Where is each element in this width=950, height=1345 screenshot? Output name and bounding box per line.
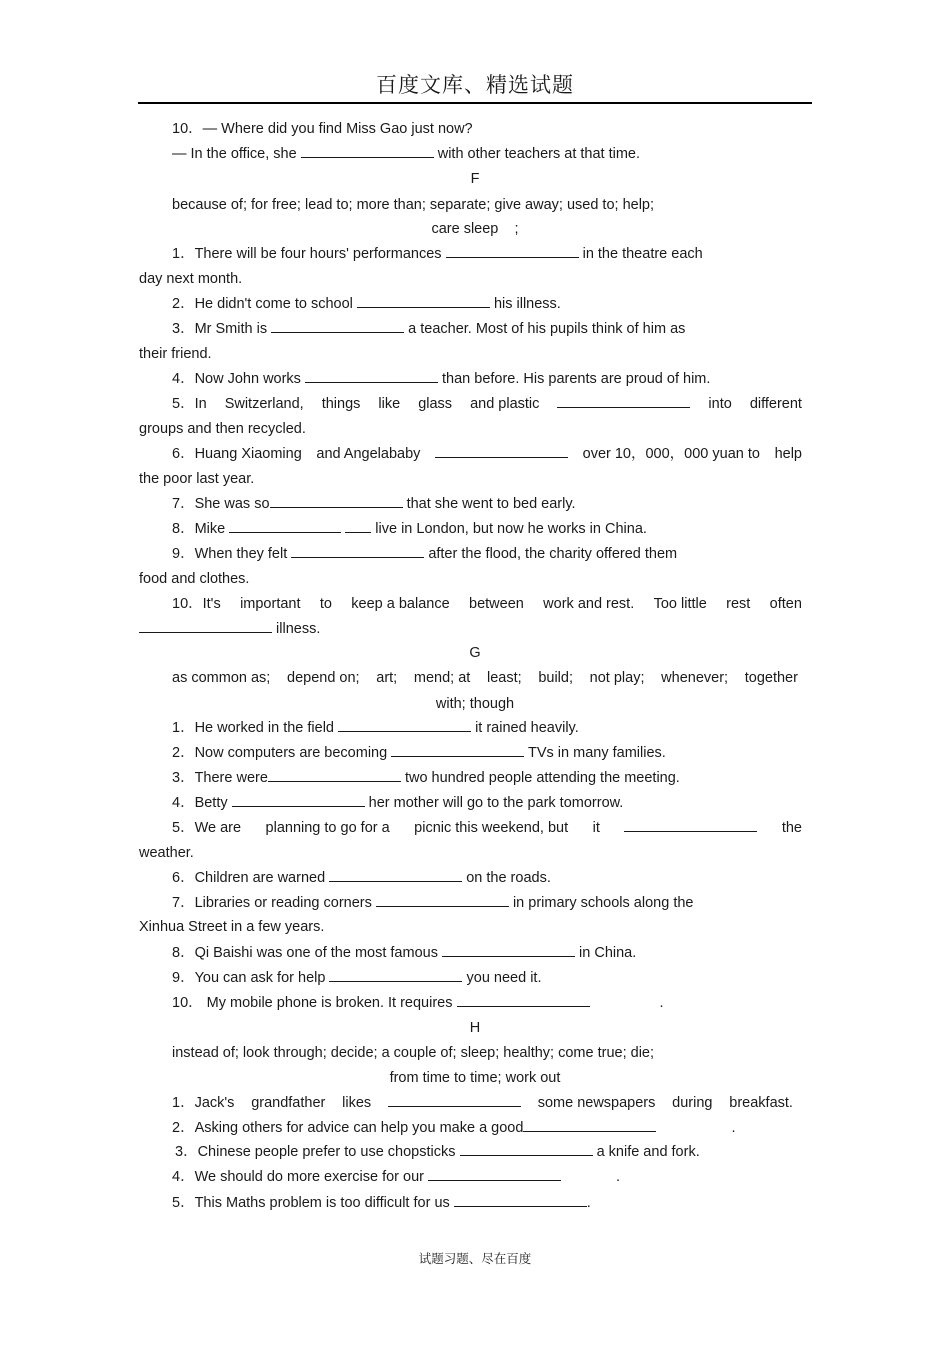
answer-blank[interactable] — [454, 1194, 587, 1207]
question-g3: 3．There were two hundred people attending the meeting. — [172, 770, 680, 786]
question-f6-cont: the poor last year. — [139, 471, 255, 487]
question-g4: 4．Betty her mother will go to the park tomorrow. — [172, 795, 624, 811]
section-g-wordbank: as common as; depend on; art; mend; at least; build; not play; whenever; together — [172, 670, 798, 686]
question-f9: 9．When they felt after the flood, the charity offered them — [172, 546, 678, 562]
question-f8: 8．Mike live in London, but now he works in China. — [172, 521, 647, 537]
answer-blank[interactable] — [457, 994, 590, 1007]
question-g5-cont: weather. — [139, 845, 194, 861]
question-f6: 6．Huang Xiaoming and Angelababy over 10，000，000 yuan to help — [172, 446, 802, 462]
answer-blank[interactable] — [268, 769, 401, 782]
answer-blank[interactable] — [345, 520, 371, 533]
answer-blank[interactable] — [446, 245, 579, 258]
question-g7: 7．Libraries or reading corners in primary schools along the — [172, 895, 694, 911]
section-h-wordbank: instead of; look through; decide; a couple of; sleep; healthy; come true; die; — [172, 1045, 655, 1061]
answer-blank[interactable] — [391, 744, 524, 757]
answer-blank[interactable] — [139, 620, 272, 633]
answer-blank[interactable] — [270, 495, 403, 508]
page-title: 百度文库、精选试题 — [376, 73, 574, 97]
answer-blank[interactable] — [428, 1168, 561, 1181]
section-h-wordbank-cont: from time to time; work out — [389, 1070, 561, 1086]
answer-blank[interactable] — [388, 1094, 521, 1107]
page-header — [138, 70, 812, 104]
question-g9: 9．You can ask for help you need it. — [172, 970, 542, 986]
section-f-wordbank-cont: care sleep ; — [431, 221, 519, 237]
answer-blank[interactable] — [376, 894, 509, 907]
answer-blank[interactable] — [301, 145, 434, 158]
question-f9-cont: food and clothes. — [139, 571, 250, 587]
section-f-heading: F — [470, 171, 480, 187]
answer-blank[interactable] — [442, 944, 575, 957]
question-f10-cont: illness. — [139, 620, 320, 638]
question-f1: 1．There will be four hours' performances in the theatre each — [172, 246, 703, 262]
question-h3: 3．Chinese people prefer to use chopsticks a knife and fork. — [175, 1144, 700, 1160]
section-g-heading: G — [469, 645, 481, 661]
question-h4: 4．We should do more exercise for our . — [172, 1169, 621, 1185]
question-f10: 10．It's important to keep a balance between work and rest. Too little rest often — [172, 596, 802, 612]
answer-blank[interactable] — [435, 445, 568, 458]
answer-blank[interactable] — [291, 545, 424, 558]
question-g8: 8．Qi Baishi was one of the most famous in China. — [172, 945, 637, 961]
answer-blank[interactable] — [460, 1143, 593, 1156]
answer-blank[interactable] — [523, 1119, 656, 1132]
answer-blank[interactable] — [232, 794, 365, 807]
answer-blank[interactable] — [329, 869, 462, 882]
answer-blank[interactable] — [329, 969, 462, 982]
section-h-heading: H — [469, 1020, 481, 1036]
answer-blank[interactable] — [338, 719, 471, 732]
question-h1: 1．Jack's grandfather likes some newspapers during breakfast. — [172, 1095, 793, 1111]
section-f-wordbank: because of; for free; lead to; more than; separate; give away; used to; help; — [172, 197, 655, 213]
question-h2: 2．Asking others for advice can help you make a good . — [172, 1120, 736, 1136]
question-f3: 3．Mr Smith is a teacher. Most of his pupils think of him as — [172, 321, 686, 337]
question-f1-cont: day next month. — [139, 271, 243, 287]
section-g-wordbank-cont: with; though — [435, 696, 515, 712]
question-g10: 10． My mobile phone is broken. It requires . — [172, 995, 664, 1011]
answer-blank[interactable] — [305, 370, 438, 383]
question-g7-cont: Xinhua Street in a few years. — [139, 919, 325, 935]
answer-blank[interactable] — [229, 520, 341, 533]
question-g1: 1．He worked in the field it rained heavily. — [172, 720, 579, 736]
question-f5-cont: groups and then recycled. — [139, 421, 306, 437]
question-f5: 5．In Switzerland, things like glass and plastic into different — [172, 396, 802, 412]
question-g5: 5．We are planning to go for a picnic this weekend, but it the — [172, 820, 802, 836]
question-g2: 2．Now computers are becoming TVs in many families. — [172, 745, 666, 761]
question-f2: 2．He didn't come to school his illness. — [172, 296, 561, 312]
answer-blank[interactable] — [357, 295, 490, 308]
question-g6: 6．Children are warned on the roads. — [172, 870, 551, 886]
question-e10: 10．— Where did you find Miss Gao just now? — [172, 121, 473, 137]
answer-blank[interactable] — [624, 819, 757, 832]
answer-blank[interactable] — [557, 395, 690, 408]
page-footer: 试题习题、尽在百度 — [418, 1251, 532, 1266]
question-f3-cont: their friend. — [139, 346, 212, 362]
question-f4: 4．Now John works than before. His parents are proud of him. — [172, 371, 711, 387]
answer-blank[interactable] — [271, 320, 404, 333]
question-h5: 5．This Maths problem is too difficult for us . — [172, 1195, 591, 1211]
question-f7: 7．She was so that she went to bed early. — [172, 496, 576, 512]
answer-e10: — In the office, she with other teachers at that time. — [172, 146, 641, 162]
